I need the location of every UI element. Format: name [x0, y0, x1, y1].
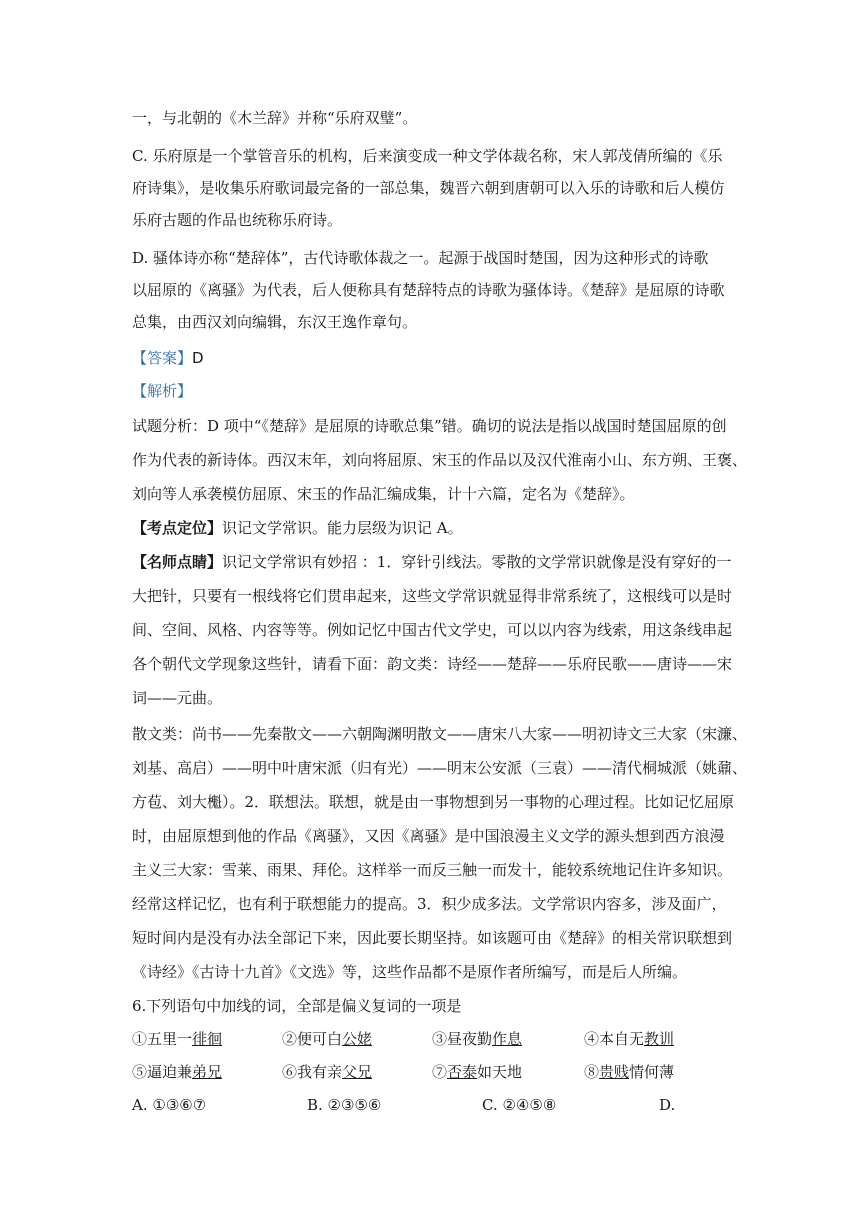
kaodian-label: 【考点定位】 [132, 519, 223, 537]
question-stem: 6.下列语句中加线的词，全部是偏义复词的一项是 [132, 997, 462, 1015]
item-6: ⑥我有亲父兄 [282, 1063, 373, 1081]
analysis-label: 【解析】 [132, 382, 193, 400]
analysis-line: 试题分析：D 项中“《楚辞》是屈原的诗歌总集”错。确切的说法是指以战国时楚国屈原的创 [132, 417, 727, 435]
mingshi-text-line: 短时间内是没有办法全部记下来，因此要长期坚持。如该题可由《楚辞》的相关常识联想到 [132, 929, 733, 947]
underlined-word: 公姥 [342, 1030, 373, 1048]
mingshi-text-line: 散文类：尚书——先秦散文——六朝陶渊明散文——唐宋八大家——明初诗文三大家（宋濂、 [132, 725, 748, 743]
underlined-word: 弟兄 [192, 1063, 223, 1081]
mingshi-label: 【名师点睛】 [132, 553, 223, 571]
choice-c: C. ②④⑤⑧ [482, 1096, 557, 1114]
text-line: 一，与北朝的《木兰辞》并称“乐府双璧”。 [132, 109, 418, 127]
text-line: 府诗集》，是收集乐府歌词最完备的一部总集，魏晋六朝到唐朝可以入乐的诗歌和后人模仿 [132, 179, 725, 197]
answer-label: 【答案】 [132, 349, 193, 367]
mingshi-text-line: 主义三大家：雪莱、雨果、拜伦。这样举一而反三触一而发十，能较系统地记住许多知识。 [132, 861, 733, 879]
underlined-word: 父兄 [342, 1063, 373, 1081]
kaodian-text: 识记文学常识。能力层级为识记 A。 [222, 519, 463, 537]
item-4: ④本自无教训 [584, 1030, 675, 1048]
text-line: 乐府古题的作品也统称乐府诗。 [132, 211, 343, 229]
mingshi-text-line: 经常这样记忆，也有利于联想能力的提高。3．积少成多法。文学常识内容多，涉及面广， [132, 895, 727, 913]
choice-a: A. ①③⑥⑦ [132, 1096, 207, 1114]
mingshi-text-line: 方苞、刘大櫆）。2．联想法。联想，就是由一事物想到另一事物的心理过程。比如记忆屈原 [132, 793, 735, 811]
kaodian-line [132, 517, 732, 539]
mingshi-text-line: 词——元曲。 [132, 689, 223, 707]
mingshi-text-line: 各个朝代文学现象这些针，请看下面：韵文类：诗经——楚辞——乐府民歌——唐诗——宋 [132, 655, 733, 673]
analysis-line: 刘向等人承袭模仿屈原、宋玉的作品汇编成集，计十六篇，定名为《楚辞》。 [132, 485, 635, 503]
answer-value: D [192, 349, 204, 367]
underlined-word: 贵贱 [599, 1063, 630, 1081]
underlined-word: 徘徊 [192, 1030, 223, 1048]
underlined-word: 教训 [644, 1030, 675, 1048]
option-row-1 [132, 1028, 732, 1050]
mingshi-text-line: 刘基、高启）——明中叶唐宋派（归有光）——明末公安派（三袁）——清代桐城派（姚鼐、 [132, 759, 748, 777]
mingshi-text-line: 《诗经》《古诗十九首》《文选》等，这些作品都不是原作者所编写，而是后人所编。 [132, 963, 688, 981]
mingshi-text-line: 大把针，只要有一根线将它们贯串起来，这些文学常识就显得非常系统了，这根线可以是时 [132, 587, 733, 605]
option-row-2 [132, 1061, 732, 1083]
item-2: ②便可白公姥 [282, 1030, 373, 1048]
item-5: ⑤逼迫兼弟兄 [132, 1063, 223, 1081]
item-8: ⑧贵贱情何薄 [584, 1063, 675, 1081]
choices-row [132, 1094, 732, 1116]
analysis-line: 作为代表的新诗体。西汉末年，刘向将屈原、宋玉的作品以及汉代淮南小山、东方朔、王褒、 [132, 451, 748, 469]
underlined-word: 否泰 [447, 1063, 478, 1081]
underlined-word: 作息 [492, 1030, 523, 1048]
mingshi-line [132, 551, 732, 573]
mingshi-first: 识记文学常识有妙招 ：1．穿针引线法。零散的文学常识就像是没有穿好的一 [222, 553, 732, 571]
mingshi-text-line: 时，由屈原想到他的作品《离骚》，又因《离骚》是中国浪漫主义文学的源头想到西方浪漫 [132, 827, 725, 845]
choice-b: B. ②③⑤⑥ [307, 1096, 382, 1114]
option-c-line: C. 乐府原是一个掌管音乐的机构，后来演变成一种文学体裁名称，宋人郭茂倩所编的《乐 [132, 147, 723, 165]
text-line: 以屈原的《离骚》为代表，后人便称具有楚辞特点的诗歌为骚体诗。《楚辞》是屈原的诗歌 [132, 281, 725, 299]
item-1: ①五里一徘徊 [132, 1030, 223, 1048]
item-3: ③昼夜勤作息 [432, 1030, 523, 1048]
choice-d: D. [659, 1096, 676, 1114]
mingshi-text-line: 间、空间、风格、内容等等。例如记忆中国古代文学史，可以以内容为线索，用这条线串起 [132, 621, 733, 639]
option-d-line: D. 骚体诗亦称“楚辞体”，古代诗歌体裁之一。起源于战国时楚国，因为这种形式的诗歌 [132, 249, 709, 267]
answer-line [132, 347, 732, 369]
text-line: 总集，由西汉刘向编辑，东汉王逸作章句。 [132, 313, 418, 331]
item-7: ⑦否泰如天地 [432, 1063, 523, 1081]
